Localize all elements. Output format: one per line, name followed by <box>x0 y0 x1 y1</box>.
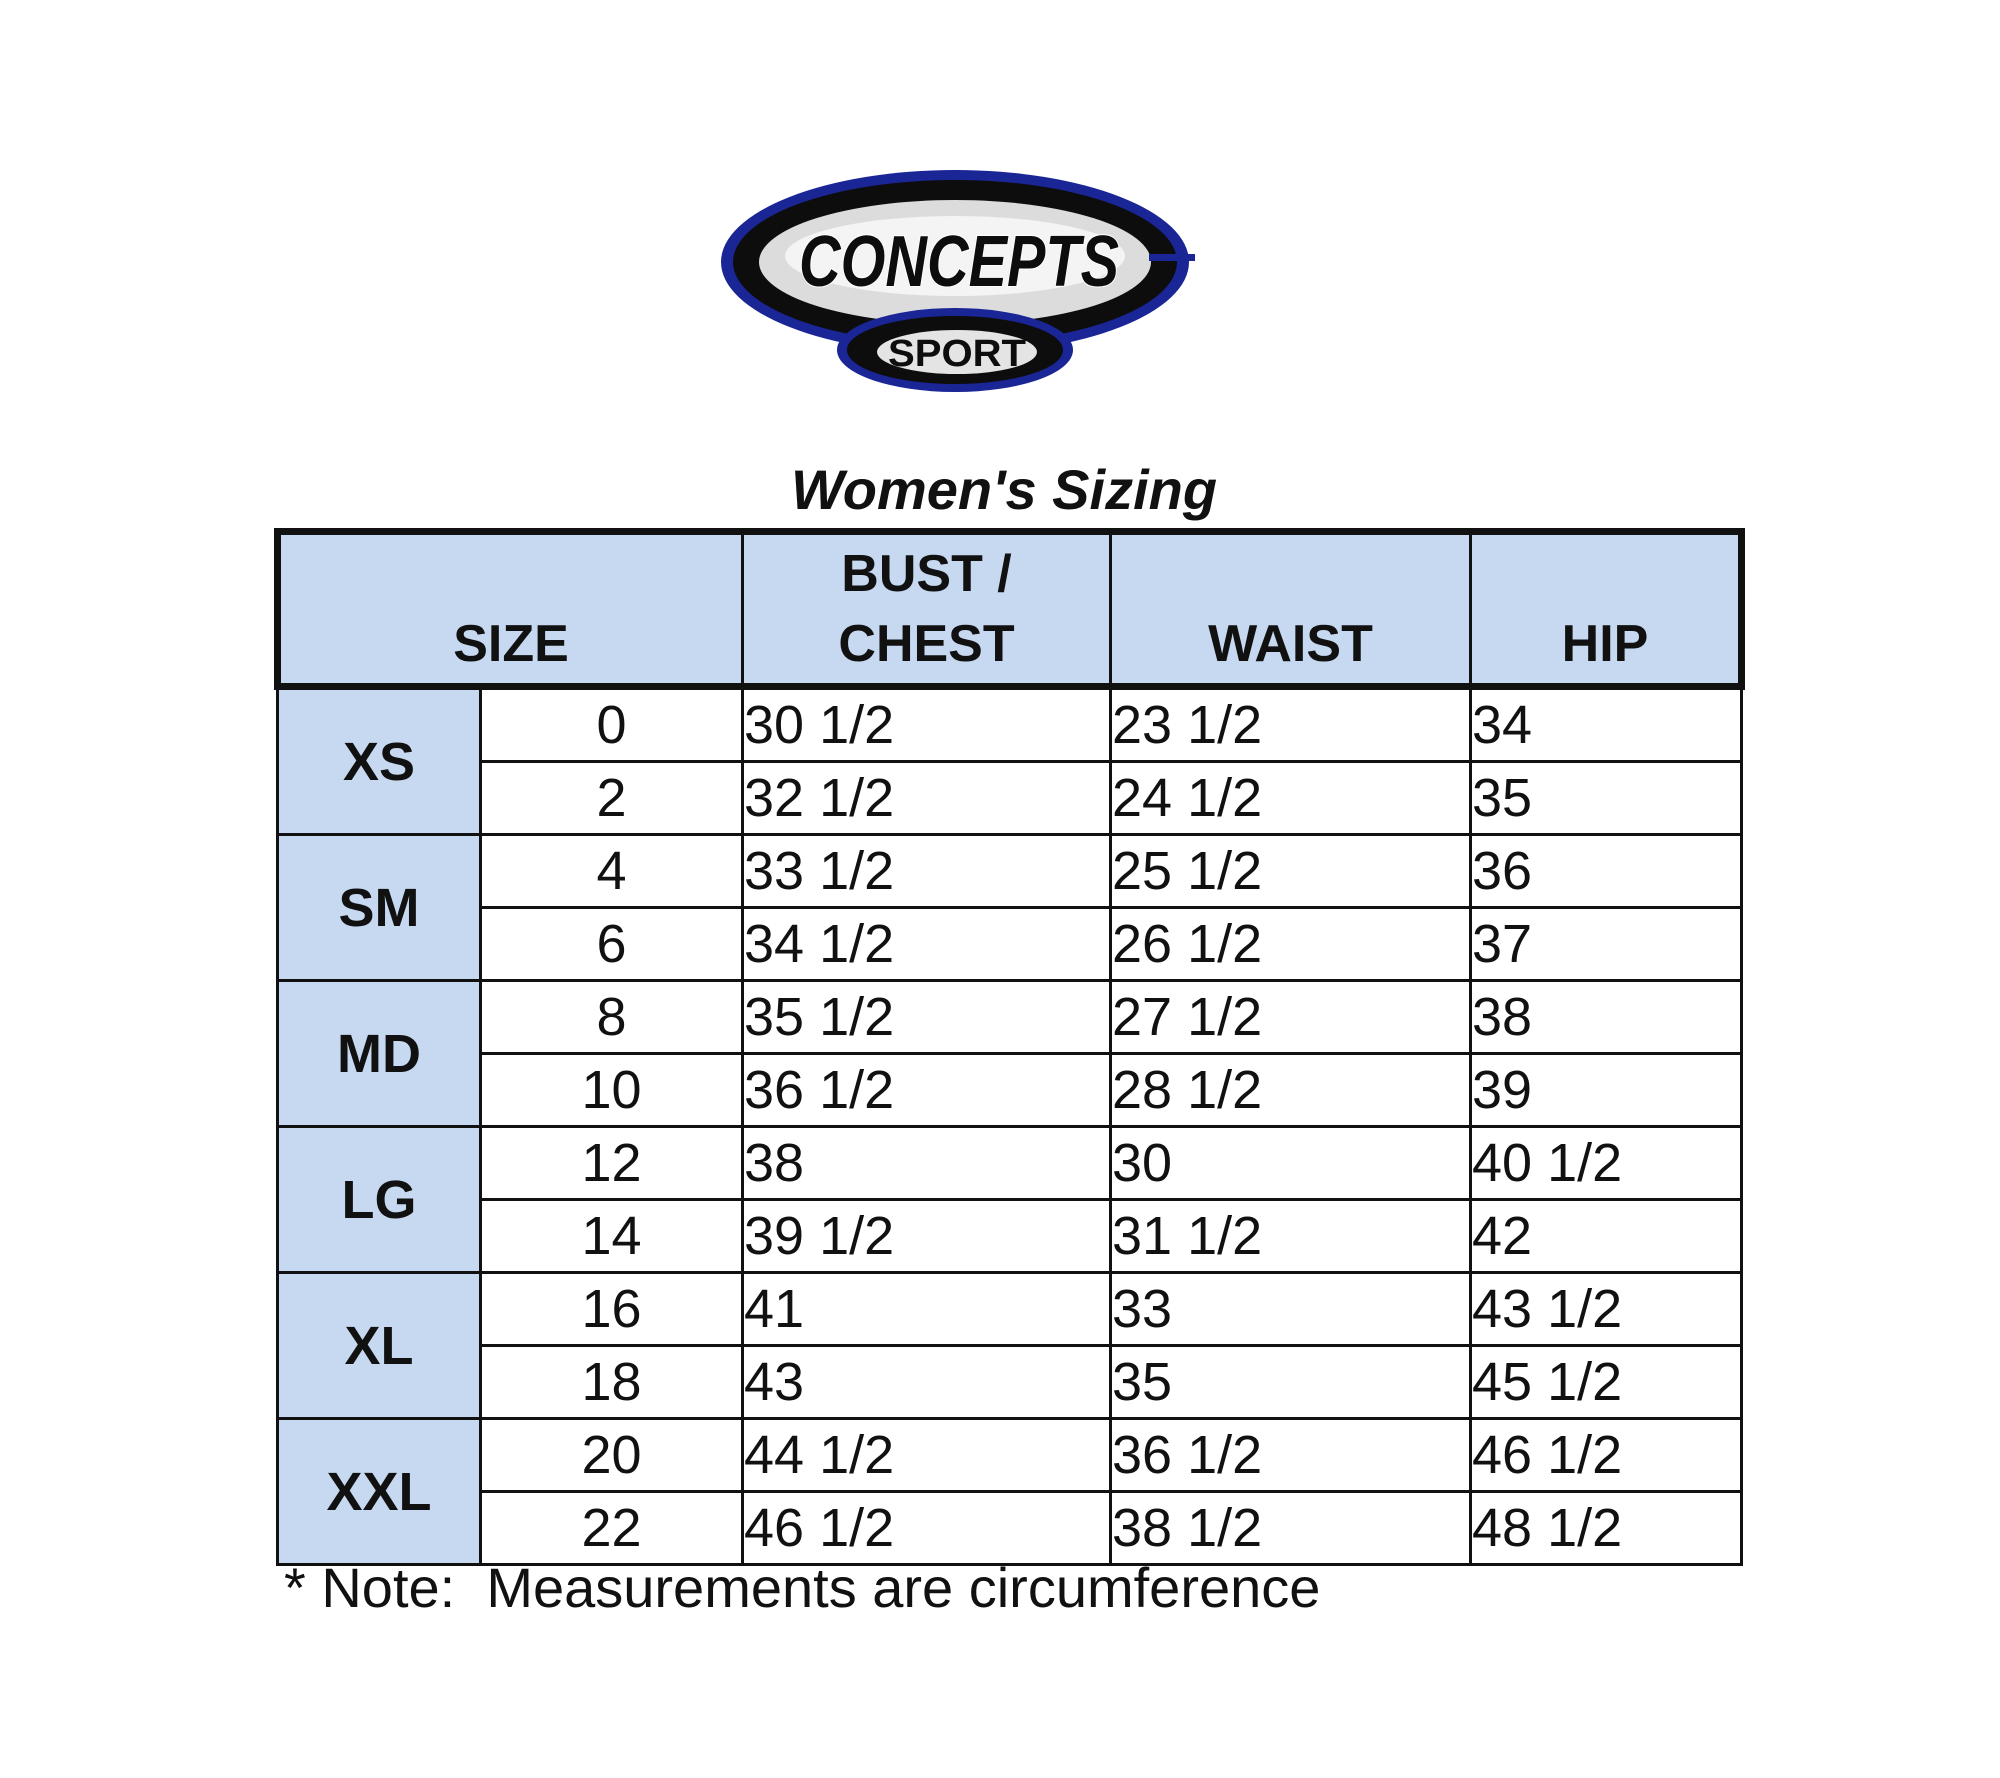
header-waist: WAIST <box>1111 532 1471 687</box>
waist-cell: 31 1/2 <box>1111 1200 1471 1273</box>
waist-cell: 27 1/2 <box>1111 981 1471 1054</box>
concepts-sport-logo <box>719 166 1195 394</box>
hip-cell: 48 1/2 <box>1471 1492 1742 1565</box>
numeric-size-cell: 10 <box>481 1054 743 1127</box>
table-row <box>278 762 1742 835</box>
size-group-label: MD <box>278 981 481 1127</box>
waist-cell: 23 1/2 <box>1111 687 1471 762</box>
header-size: SIZE <box>278 532 743 687</box>
bust-cell: 35 1/2 <box>743 981 1111 1054</box>
size-group-label: XXL <box>278 1419 481 1565</box>
bust-cell: 43 <box>743 1346 1111 1419</box>
numeric-size-cell: 20 <box>481 1419 743 1492</box>
table-row <box>278 1200 1742 1273</box>
bust-cell: 30 1/2 <box>743 687 1111 762</box>
waist-cell: 28 1/2 <box>1111 1054 1471 1127</box>
hip-cell: 34 <box>1471 687 1742 762</box>
table-row <box>278 687 1742 762</box>
waist-cell: 33 <box>1111 1273 1471 1346</box>
waist-cell: 24 1/2 <box>1111 762 1471 835</box>
table-row <box>278 1492 1742 1565</box>
table-row <box>278 1419 1742 1492</box>
numeric-size-cell: 12 <box>481 1127 743 1200</box>
table-row <box>278 1273 1742 1346</box>
waist-cell: 26 1/2 <box>1111 908 1471 981</box>
table-row <box>278 835 1742 908</box>
bust-cell: 46 1/2 <box>743 1492 1111 1565</box>
numeric-size-cell: 22 <box>481 1492 743 1565</box>
hip-cell: 42 <box>1471 1200 1742 1273</box>
bust-cell: 39 1/2 <box>743 1200 1111 1273</box>
waist-cell: 30 <box>1111 1127 1471 1200</box>
bust-cell: 44 1/2 <box>743 1419 1111 1492</box>
table-row <box>278 908 1742 981</box>
header-hip: HIP <box>1471 532 1742 687</box>
size-group-label: SM <box>278 835 481 981</box>
sizing-table <box>274 528 1745 1566</box>
bust-cell: 36 1/2 <box>743 1054 1111 1127</box>
hip-cell: 40 1/2 <box>1471 1127 1742 1200</box>
size-group-label: LG <box>278 1127 481 1273</box>
header-row <box>278 532 1742 687</box>
bust-cell: 32 1/2 <box>743 762 1111 835</box>
size-group-label: XL <box>278 1273 481 1419</box>
bust-cell: 33 1/2 <box>743 835 1111 908</box>
table-row <box>278 981 1742 1054</box>
bust-cell: 34 1/2 <box>743 908 1111 981</box>
hip-cell: 38 <box>1471 981 1742 1054</box>
header-bust-line1: BUST / <box>841 545 1012 603</box>
hip-cell: 45 1/2 <box>1471 1346 1742 1419</box>
size-group-label: XS <box>278 687 481 835</box>
logo-sub-text: SPORT <box>888 333 1026 375</box>
header-bust-chest <box>743 532 1111 687</box>
numeric-size-cell: 6 <box>481 908 743 981</box>
numeric-size-cell: 16 <box>481 1273 743 1346</box>
numeric-size-cell: 14 <box>481 1200 743 1273</box>
waist-cell: 25 1/2 <box>1111 835 1471 908</box>
hip-cell: 35 <box>1471 762 1742 835</box>
table-row <box>278 1054 1742 1127</box>
numeric-size-cell: 8 <box>481 981 743 1054</box>
waist-cell: 35 <box>1111 1346 1471 1419</box>
waist-cell: 36 1/2 <box>1111 1419 1471 1492</box>
hip-cell: 43 1/2 <box>1471 1273 1742 1346</box>
page-title: Women's Sizing <box>790 458 1218 521</box>
table-row <box>278 1127 1742 1200</box>
hip-cell: 46 1/2 <box>1471 1419 1742 1492</box>
bust-cell: 38 <box>743 1127 1111 1200</box>
hip-cell: 37 <box>1471 908 1742 981</box>
numeric-size-cell: 2 <box>481 762 743 835</box>
numeric-size-cell: 18 <box>481 1346 743 1419</box>
numeric-size-cell: 0 <box>481 687 743 762</box>
waist-cell: 38 1/2 <box>1111 1492 1471 1565</box>
bust-cell: 41 <box>743 1273 1111 1346</box>
numeric-size-cell: 4 <box>481 835 743 908</box>
hip-cell: 39 <box>1471 1054 1742 1127</box>
header-bust-line2: CHEST <box>838 615 1015 673</box>
table-row <box>278 1346 1742 1419</box>
measurement-note: * Note: Measurements are circumference <box>284 1556 1321 1619</box>
logo-brand-text: CONCEPTS <box>799 222 1119 302</box>
hip-cell: 36 <box>1471 835 1742 908</box>
